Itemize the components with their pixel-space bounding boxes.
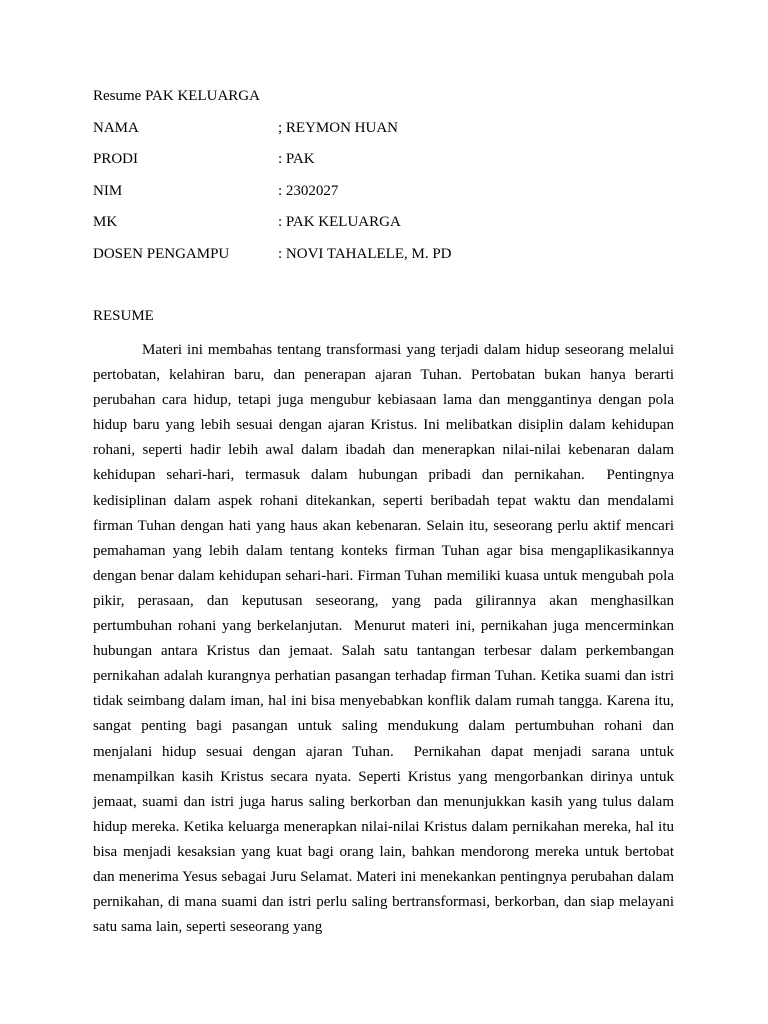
field-value-nim: : 2302027 [278, 183, 339, 199]
field-label-mk: MK [93, 214, 118, 230]
field-row-dosen-pengampu [93, 244, 674, 264]
section-heading-resume: RESUME [93, 308, 154, 324]
field-label-prodi: PRODI [93, 151, 139, 167]
field-row-prodi [93, 149, 674, 169]
resume-paragraph: Materi ini membahas tentang transformasi yang terjadi dalam hidup seseorang melalui pertobatan, kelahiran baru, dan penerapan ajaran Tuhan. Pertobatan bukan hanya berarti perubahan cara hidup, tetapi juga mengubur kebiasaan lama dan menggantinya dengan pola hidup baru yang lebih sesuai dengan ajaran Kristus. Ini melibatkan disiplin dalam kehidupan rohani, seperti hadir lebih awal dalam ibadah dan menerapkan nilai-nilai kebenaran dalam kehidupan sehari-hari, termasuk dalam hubungan pribadi dan pernikahan. Pentingnya kedisiplinan dalam aspek rohani ditekankan, seperti beribadah tepat waktu dan mendalami firman Tuhan dengan hati yang haus akan kebenaran. Selain itu, seseorang perlu aktif mencari pemahaman yang lebih dalam tentang konteks firman Tuhan agar bisa mengaplikasikannya dengan benar dalam kehidupan sehari-hari. Firman Tuhan memiliki kuasa untuk mengubah pola pikir, perasaan, dan keputusan seseorang, yang pada gilirannya akan menghasilkan pertumbuhan rohani yang berkelanjutan. Menurut materi ini, pernikahan juga mencerminkan hubungan antara Kristus dan jemaat. Salah satu tantangan terbesar dalam perkembangan pernikahan adalah kurangnya perhatian pasangan terhadap firman Tuhan. Ketika suami dan istri tidak seimbang dalam iman, hal ini bisa menyebabkan konflik dalam rumah tangga. Karena itu, sangat penting bagi pasangan untuk saling mendukung dalam pertumbuhan rohani dan menjalani hidup sesuai dengan ajaran Tuhan. Pernikahan dapat menjadi sarana untuk menampilkan kasih Kristus secara nyata. Seperti Kristus yang mengorbankan dirinya untuk jemaat, suami dan istri juga harus saling berkorban dan menunjukkan kasih yang tulus dalam hidup mereka. Ketika keluarga menerapkan nilai-nilai Kristus dalam pernikahan mereka, hal itu bisa menjadi kesaksian yang kuat bagi orang lain, bahkan mendorong mereka untuk bertobat dan menerima Yesus sebagai Juru Selamat. Materi ini menekankan pentingnya perubahan dalam pernikahan, di mana suami dan istri perlu saling bertransformasi, berkorban, dan siap melayani satu sama lain, seperti seseorang yang [93, 342, 678, 936]
field-label-dosen-pengampu: DOSEN PENGAMPU [93, 246, 230, 262]
field-row-nama [93, 118, 674, 138]
field-value-nama: ; REYMON HUAN [278, 120, 398, 136]
field-row-mk [93, 212, 674, 232]
field-value-dosen-pengampu: : NOVI TAHALELE, M. PD [278, 246, 452, 262]
field-label-nama: NAMA [93, 120, 139, 136]
field-value-prodi: : PAK [278, 151, 315, 167]
document-page [93, 0, 678, 1024]
field-label-nim: NIM [93, 183, 123, 199]
document-title: Resume PAK KELUARGA [93, 88, 260, 104]
field-value-mk: : PAK KELUARGA [278, 214, 401, 230]
field-row-nim [93, 181, 674, 201]
